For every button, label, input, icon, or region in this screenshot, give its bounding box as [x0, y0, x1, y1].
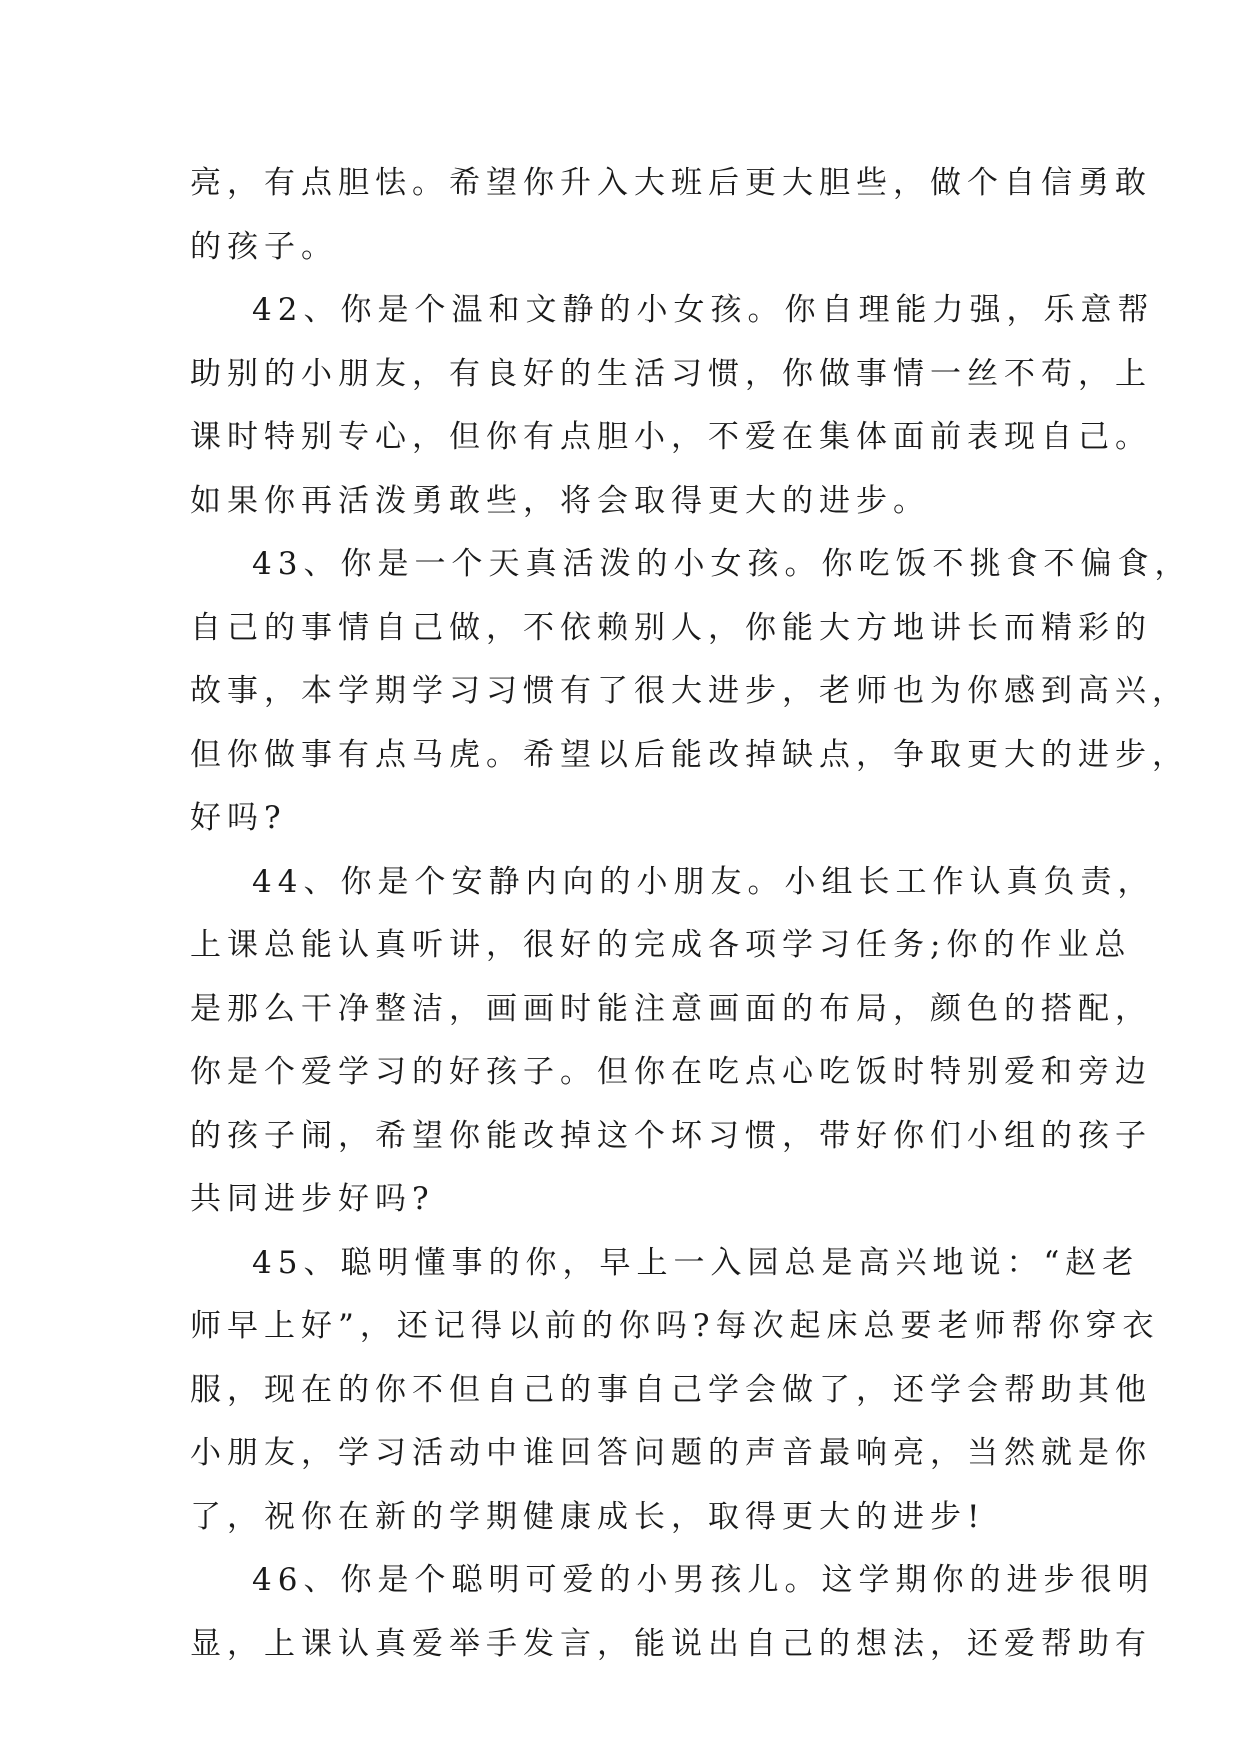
text-line: 小朋友，学习活动中谁回答问题的声音最响亮，当然就是你 — [190, 1435, 1152, 1471]
text-line: 了，祝你在新的学期健康成长，取得更大的进步! — [190, 1498, 986, 1535]
text-line: 你是个爱学习的好孩子。但你在吃点心吃饭时特别爱和旁边 — [190, 1054, 1152, 1090]
text-line: 是那么干净整洁，画画时能注意画面的布局，颜色的搭配， — [190, 990, 1152, 1027]
text-line: 如果你再活泼勇敢些，将会取得更大的进步。 — [190, 482, 930, 519]
text-line: 上课总能认真听讲，很好的完成各项学习任务;你的作业总 — [190, 927, 1132, 963]
paragraph-42-start: 42、你是个温和文静的小女孩。你自理能力强，乐意帮 — [252, 292, 1155, 328]
text-line: 故事，本学期学习习惯有了很大进步，老师也为你感到高兴， — [190, 673, 1189, 709]
text-line: 共同进步好吗? — [190, 1181, 435, 1217]
text-line: 好吗? — [190, 800, 287, 836]
text-line: 师早上好”，还记得以前的你吗?每次起床总要老师帮你穿衣 — [190, 1308, 1160, 1344]
text-line: 服，现在的你不但自己的事自己学会做了，还学会帮助其他 — [190, 1371, 1152, 1408]
paragraph-46-start: 46、你是个聪明可爱的小男孩儿。这学期你的进步很明 — [252, 1562, 1155, 1598]
text-line: 课时特别专心，但你有点胆小，不爱在集体面前表现自己。 — [190, 419, 1152, 455]
text-line: 亮，有点胆怯。希望你升入大班后更大胆些，做个自信勇敢 — [190, 165, 1152, 201]
paragraph-44-start: 44、你是个安静内向的小朋友。小组长工作认真负责， — [252, 863, 1155, 900]
text-line: 的孩子闹，希望你能改掉这个坏习惯，带好你们小组的孩子 — [190, 1117, 1152, 1154]
text-line: 的孩子。 — [190, 228, 338, 265]
text-line: 但你做事有点马虎。希望以后能改掉缺点，争取更大的进步， — [190, 736, 1189, 773]
paragraph-43-start: 43、你是一个天真活泼的小女孩。你吃饭不挑食不偏食， — [252, 546, 1192, 582]
text-line: 自己的事情自己做，不依赖别人，你能大方地讲长而精彩的 — [190, 609, 1152, 646]
text-line: 显，上课认真爱举手发言，能说出自己的想法，还爱帮助有 — [190, 1625, 1152, 1662]
paragraph-45-start: 45、聪明懂事的你，早上一入园总是高兴地说：“赵老 — [252, 1244, 1140, 1281]
text-line: 助别的小朋友，有良好的生活习惯，你做事情一丝不苟，上 — [190, 355, 1152, 392]
document-body — [190, 152, 1192, 1676]
